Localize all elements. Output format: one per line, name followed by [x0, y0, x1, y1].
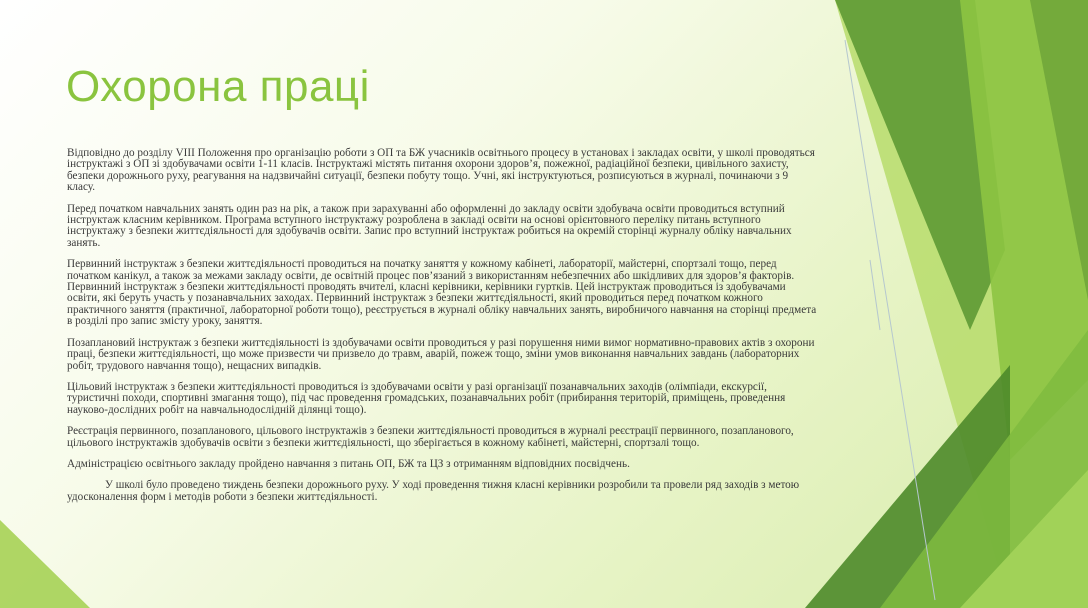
slide-body: [67, 148, 817, 513]
left-green-wedge: [0, 520, 90, 608]
paragraph-primary-briefing: Первинний інструктаж з безпеки життєдіяльності проводиться на початку заняття у кожному кабінеті, лабораторії, майстерні, спортзалі тощо, перед початком канікул, а також за межами закладу освіти, де освітній процес пов’язаний з використанням небезпечних або шкідливих для здоров’я факторів. Первинний інструктаж з безпеки життєдіяльності проводять вчителі, класні керівники, керівники гуртків. Цей інструктаж проводиться із здобувачами освіти, які беруть участь у позанавчальних заходах. Первинний інструктаж з безпеки життєдіяльності, який проводиться перед початком кожного практичного заняття (практичної, лабораторної роботи тощо), реєструється в журналі обліку навчальних занять, виробничого навчання на сторінці предмета в розділі про запис змісту уроку, заняття.: [67, 258, 817, 328]
paragraph-registration: Реєстрація первинного, позапланового, цільового інструктажів з безпеки життєдіяльності проводиться в журналі реєстрації первинного, позапланового, цільового інструктажів здобувачів освіти з безпеки життєдіяльності, що зберігається в кожному кабінеті, майстерні, спортзалі тощо.: [67, 425, 794, 449]
thin-diagonal-line-2: [870, 260, 880, 330]
paragraph-targeted-briefing: Цільовий інструктаж з безпеки життєдіяльності проводиться із здобувачами освіти у разі організації позанавчальних заходів (олімпіади, екскурсії, туристичні походи, спортивні змагання тощо), під час проведення громадських, позанавчальних робіт (прибирання територій, приміщень, проведення науково-дослідних робіт на навчальнодослідній ділянці тощо).: [67, 380, 786, 416]
slide-title: Охорона праці: [66, 62, 370, 111]
paragraph-road-safety-week: У школі було проведено тиждень безпеки дорожнього руху. У ході проведення тижня класні керівники розробили та провели ряд заходів з метою удосконалення форм і методів роботи з безпеки життєдіяльності.: [67, 479, 800, 503]
paragraph-administration: Адміністрацією освітнього закладу пройдено навчання з питань ОП, БЖ та ЦЗ з отриманням відповідних посвідчень.: [67, 457, 630, 470]
paragraph-unscheduled-briefing: Позаплановий інструктаж з безпеки життєдіяльності із здобувачами освіти проводиться у разі порушення ними вимог нормативно-правових актів з охорони праці, безпеки життєдіяльності, що може призвести чи призвело до травм, аварій, пожеж тощо, зміни умов виконання навчальних завдань (лабораторних робіт, трудового навчання тощо), нещасних випадків.: [67, 336, 815, 372]
paragraph-introductory-briefing: Перед початком навчальних занять один раз на рік, а також при зарахуванні або оформленні до закладу освіти здобувача освіти проводиться вступний інструктаж класним керівником. Програма вступного інструктажу розроблена в закладі освіти на основі орієнтовного переліку питань вступного інструктажу з безпеки життєдіяльності для здобувачів освіти. Запис про вступний інструктаж робиться на окремій сторінці журналу обліку навчальних занять.: [67, 202, 792, 249]
paragraph-intro: Відповідно до розділу VIII Положення про організацію роботи з ОП та БЖ учасників освітнього процесу в установах і закладах освіти, у школі проводяться інструктажі з ОП зі здобувачами освіти 1-11 класів. Інструктажі містять питання охорони здоров’я, пожежної, радіаційної безпеки, цивільного захисту, безпеки дорожнього руху, реагування на надзвичайні ситуації, безпеки побуту тощо. Учні, які інструктуються, розписуються в журналі, починаючи з 9 класу.: [67, 147, 815, 194]
